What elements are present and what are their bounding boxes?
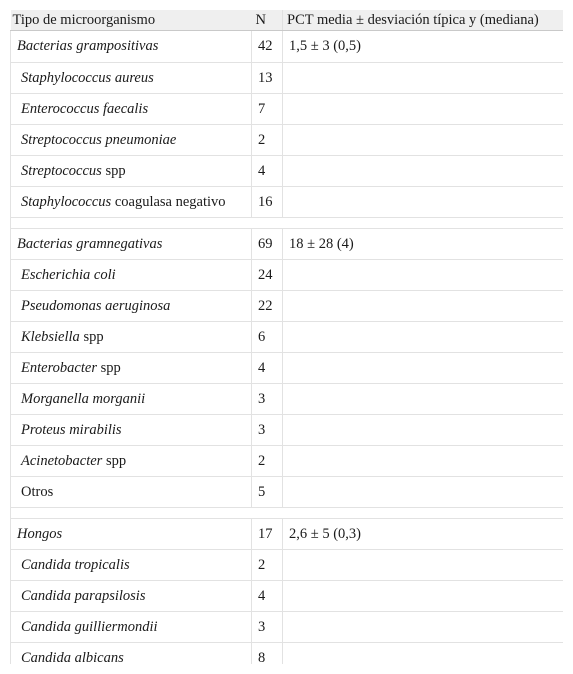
group-row: [11, 31, 564, 63]
table-row: [11, 291, 564, 322]
organism-name: Staphylococcus coagulasa negativo: [11, 187, 252, 218]
table-row: [11, 446, 564, 477]
organism-n: 5: [252, 477, 283, 508]
group-spacer: [11, 218, 564, 229]
organism-name: Streptococcus pneumoniae: [11, 125, 252, 156]
group-pct: 2,6 ± 5 (0,3): [283, 519, 564, 550]
organism-name: Candida parapsilosis: [11, 581, 252, 612]
organism-name: Enterococcus faecalis: [11, 94, 252, 125]
group-pct: 1,5 ± 3 (0,5): [283, 31, 564, 63]
organism-name: Enterobacter spp: [11, 353, 252, 384]
organism-n: 4: [252, 581, 283, 612]
group-name: Bacterias gramnegativas: [11, 229, 252, 260]
table-row: [11, 156, 564, 187]
table-row: [11, 384, 564, 415]
table-row: [11, 550, 564, 581]
header-pct: PCT media ± desviación típica y (mediana): [283, 10, 564, 31]
table-row: [11, 187, 564, 218]
organism-n: 13: [252, 63, 283, 94]
group-n: 17: [252, 519, 283, 550]
table-row: [11, 63, 564, 94]
table-row: [11, 322, 564, 353]
organism-n: 3: [252, 415, 283, 446]
table-container: [10, 10, 563, 664]
organism-n: 16: [252, 187, 283, 218]
organism-n: 3: [252, 612, 283, 643]
organism-name: Proteus mirabilis: [11, 415, 252, 446]
table-row: [11, 353, 564, 384]
organism-n: 6: [252, 322, 283, 353]
organism-n: 2: [252, 446, 283, 477]
organism-name: Klebsiella spp: [11, 322, 252, 353]
table-row: [11, 125, 564, 156]
organism-name: Pseudomonas aeruginosa: [11, 291, 252, 322]
table-row: [11, 415, 564, 446]
table-row: [11, 477, 564, 508]
organism-n: 22: [252, 291, 283, 322]
group-spacer: [11, 508, 564, 519]
group-name: Bacterias grampositivas: [11, 31, 252, 63]
organism-name: Otros: [11, 477, 252, 508]
group-name: Hongos: [11, 519, 252, 550]
group-n: 42: [252, 31, 283, 63]
table-row: [11, 581, 564, 612]
organism-n: 2: [252, 125, 283, 156]
organism-name: Acinetobacter spp: [11, 446, 252, 477]
group-row: [11, 519, 564, 550]
organism-name: Candida guilliermondii: [11, 612, 252, 643]
organism-n: 7: [252, 94, 283, 125]
table-row: [11, 643, 564, 665]
organism-n: 2: [252, 550, 283, 581]
organism-name: Candida albicans: [11, 643, 252, 665]
microorganism-table: [10, 10, 563, 664]
group-row: [11, 229, 564, 260]
organism-n: 3: [252, 384, 283, 415]
organism-name: Staphylococcus aureus: [11, 63, 252, 94]
header-type: Tipo de microorganismo: [11, 10, 252, 31]
organism-name: Escherichia coli: [11, 260, 252, 291]
organism-name: Streptococcus spp: [11, 156, 252, 187]
group-pct: 18 ± 28 (4): [283, 229, 564, 260]
header-row: [11, 10, 564, 31]
organism-n: 4: [252, 156, 283, 187]
group-n: 69: [252, 229, 283, 260]
organism-n: 8: [252, 643, 283, 665]
table-row: [11, 612, 564, 643]
organism-name: Morganella morganii: [11, 384, 252, 415]
organism-name: Candida tropicalis: [11, 550, 252, 581]
table-row: [11, 260, 564, 291]
organism-n: 4: [252, 353, 283, 384]
organism-n: 24: [252, 260, 283, 291]
header-n: N: [252, 10, 283, 31]
table-row: [11, 94, 564, 125]
